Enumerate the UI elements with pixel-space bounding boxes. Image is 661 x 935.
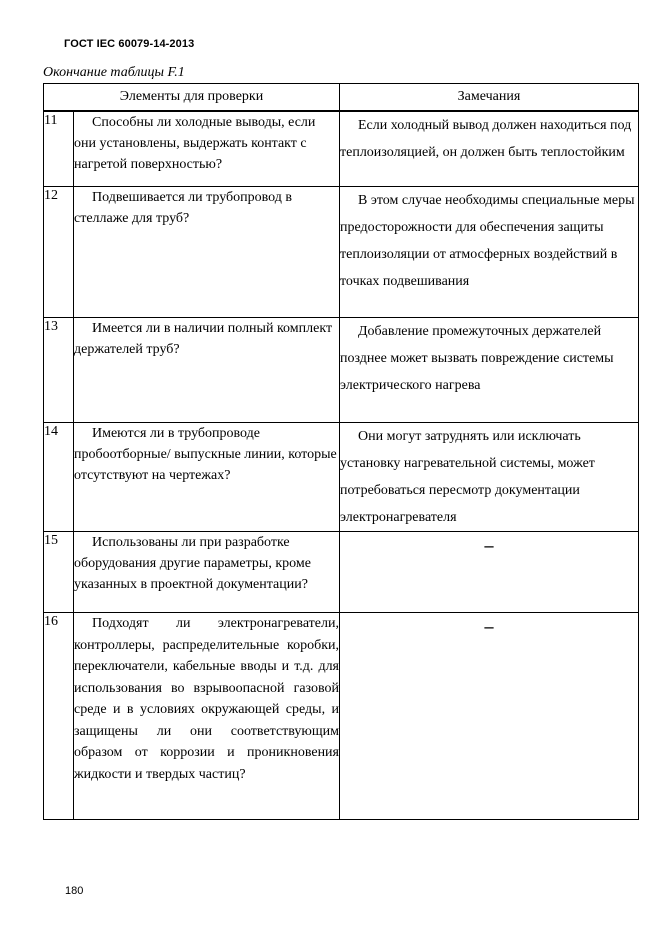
row-number: 15 bbox=[44, 532, 74, 613]
row-item-text: Имеются ли в трубопроводе пробоотборные/ выпускные линии, которые отсутствуют на чертежах? bbox=[74, 426, 337, 483]
row-note-cell bbox=[340, 423, 639, 532]
row-note-text: Если холодный вывод должен находиться под теплоизоляцией, он должен быть теплостойким bbox=[340, 118, 632, 160]
table-row bbox=[44, 318, 639, 423]
row-note-text: Они могут затруднять или исключать установку нагревательной системы, может потребоваться пересмотр документации электронагревателя bbox=[340, 429, 595, 525]
row-item-text: Использованы ли при разработке оборудования другие параметры, кроме указанных в проектной документации? bbox=[74, 535, 311, 592]
table-row bbox=[44, 613, 639, 820]
row-note-cell bbox=[340, 187, 639, 318]
table-row bbox=[44, 532, 639, 613]
row-note-text: Добавление промежуточных держателей позднее может вызвать повреждение системы электрического нагрева bbox=[340, 324, 614, 393]
row-number: 12 bbox=[44, 187, 74, 318]
row-note-cell bbox=[340, 318, 639, 423]
column-header-notes: Замечания bbox=[340, 84, 639, 112]
row-note-dash: – bbox=[340, 613, 639, 820]
row-number: 11 bbox=[44, 111, 74, 187]
table-row bbox=[44, 187, 639, 318]
row-item-cell bbox=[74, 318, 340, 423]
row-number: 13 bbox=[44, 318, 74, 423]
checklist-table bbox=[43, 83, 639, 820]
table-row bbox=[44, 111, 639, 187]
row-item-text: Подходят ли электронагреватели, контроллеры, распределительные коробки, переключатели, кабельные вводы и т.д. для использования во взрывоопасной газовой среде и в условиях окружающей среды, и защищены ли они соответствующим образом от коррозии и проникновения жидкости и твердых частиц? bbox=[74, 616, 339, 782]
row-item-cell bbox=[74, 423, 340, 532]
column-header-items: Элементы для проверки bbox=[44, 84, 340, 112]
row-note-text: В этом случае необходимы специальные меры предосторожности для обеспечения защиты теплоизоляции от атмосферных воздействий в точках подвешивания bbox=[340, 193, 635, 289]
table-row bbox=[44, 423, 639, 532]
document-header: ГОСТ IEC 60079-14-2013 bbox=[64, 38, 195, 50]
row-item-cell bbox=[74, 613, 340, 820]
row-item-text: Имеется ли в наличии полный комплект держателей труб? bbox=[74, 321, 333, 357]
row-item-text: Подвешивается ли трубопровод в стеллаже для труб? bbox=[74, 190, 292, 226]
row-item-cell bbox=[74, 187, 340, 318]
row-item-cell bbox=[74, 111, 340, 187]
page-number: 180 bbox=[65, 885, 84, 897]
table-header-row bbox=[44, 84, 639, 112]
row-note-dash: – bbox=[340, 532, 639, 613]
row-note-cell bbox=[340, 111, 639, 187]
row-number: 14 bbox=[44, 423, 74, 532]
row-item-text: Способны ли холодные выводы, если они установлены, выдержать контакт с нагретой поверхностью? bbox=[74, 115, 316, 172]
table-caption: Окончание таблицы F.1 bbox=[43, 65, 185, 80]
row-item-cell bbox=[74, 532, 340, 613]
row-number: 16 bbox=[44, 613, 74, 820]
